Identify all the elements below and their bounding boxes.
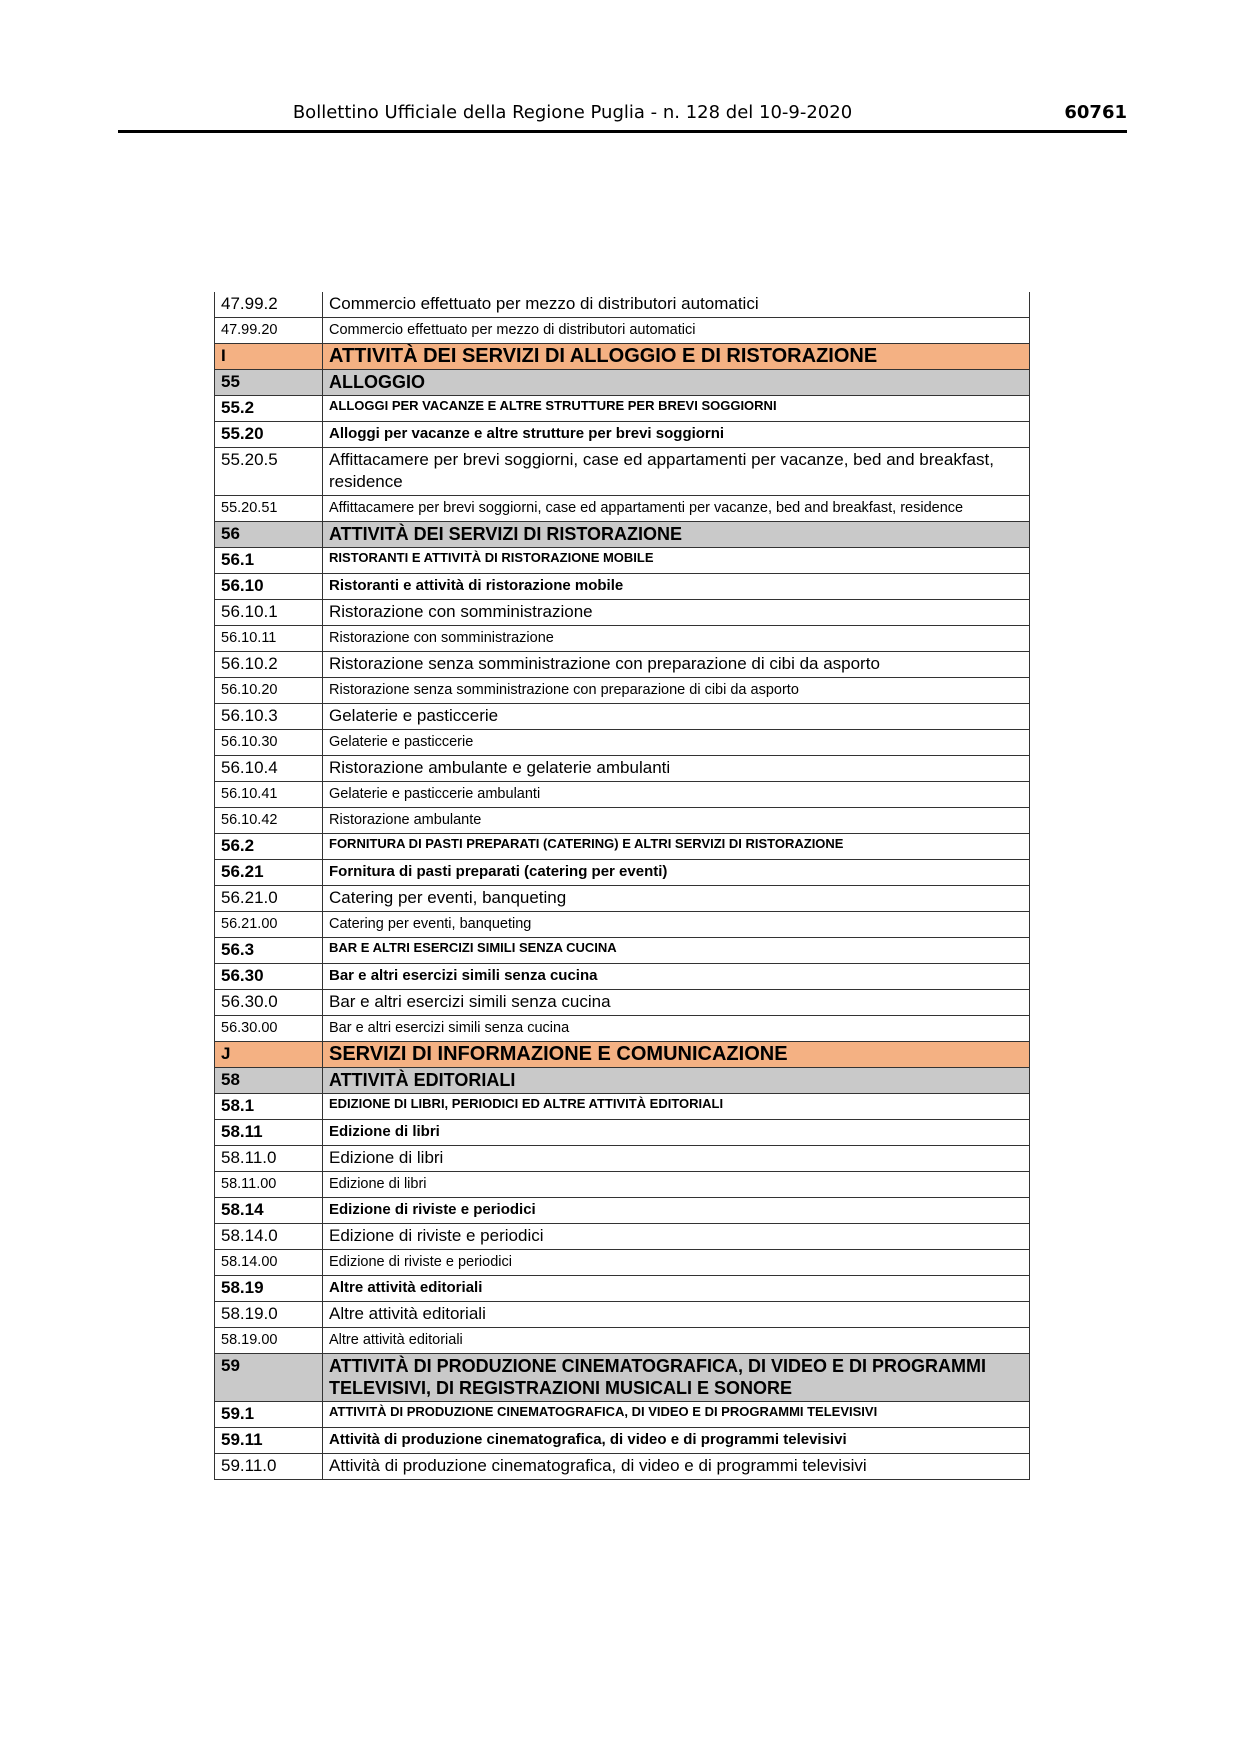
activity-code: 58.14 <box>215 1198 323 1224</box>
activity-description: Ristorazione ambulante <box>323 808 1030 834</box>
table-row <box>215 860 1030 886</box>
activity-description: Ristorazione con somministrazione <box>323 600 1030 626</box>
activity-code: 56.10.30 <box>215 730 323 756</box>
table-row <box>215 1042 1030 1068</box>
table-row <box>215 1250 1030 1276</box>
ateco-code-table <box>214 292 1030 1480</box>
activity-code: 56.30.00 <box>215 1016 323 1042</box>
activity-description: EDIZIONE DI LIBRI, PERIODICI ED ALTRE ATTIVITÀ EDITORIALI <box>323 1094 1030 1120</box>
table-row <box>215 344 1030 370</box>
table-row <box>215 886 1030 912</box>
table-row <box>215 626 1030 652</box>
activity-description: Edizione di libri <box>323 1146 1030 1172</box>
activity-description: Attività di produzione cinematografica, di video e di programmi televisivi <box>323 1428 1030 1454</box>
activity-code: 55.20 <box>215 422 323 448</box>
activity-code: J <box>215 1042 323 1068</box>
table-row <box>215 912 1030 938</box>
activity-code: 56.1 <box>215 548 323 574</box>
activity-description: Edizione di riviste e periodici <box>323 1250 1030 1276</box>
activity-description: Catering per eventi, banqueting <box>323 886 1030 912</box>
activity-description: Gelaterie e pasticcerie <box>323 704 1030 730</box>
table-row <box>215 652 1030 678</box>
table-row <box>215 292 1030 318</box>
activity-description: BAR E ALTRI ESERCIZI SIMILI SENZA CUCINA <box>323 938 1030 964</box>
table-row <box>215 1120 1030 1146</box>
table-row <box>215 422 1030 448</box>
activity-description: ALLOGGI PER VACANZE E ALTRE STRUTTURE PER BREVI SOGGIORNI <box>323 396 1030 422</box>
table-row <box>215 1276 1030 1302</box>
activity-description: Edizione di libri <box>323 1120 1030 1146</box>
table-row <box>215 1224 1030 1250</box>
table-row <box>215 678 1030 704</box>
table-row <box>215 522 1030 548</box>
table-row <box>215 448 1030 496</box>
activity-code: 58.11.00 <box>215 1172 323 1198</box>
activity-description: Gelaterie e pasticcerie <box>323 730 1030 756</box>
table-row <box>215 1454 1030 1480</box>
activity-code: 56.10.41 <box>215 782 323 808</box>
activity-description: Ristorazione senza somministrazione con preparazione di cibi da asporto <box>323 678 1030 704</box>
table-row <box>215 574 1030 600</box>
activity-description: ATTIVITÀ DEI SERVIZI DI RISTORAZIONE <box>323 522 1030 548</box>
activity-code: 55.20.51 <box>215 496 323 522</box>
activity-code: 55.2 <box>215 396 323 422</box>
activity-description: Edizione di riviste e periodici <box>323 1224 1030 1250</box>
activity-code: 58.19.00 <box>215 1328 323 1354</box>
activity-description: Commercio effettuato per mezzo di distributori automatici <box>323 292 1030 318</box>
table-row <box>215 1328 1030 1354</box>
activity-code: 55 <box>215 370 323 396</box>
activity-description: Edizione di riviste e periodici <box>323 1198 1030 1224</box>
activity-code: 56.10.1 <box>215 600 323 626</box>
activity-code: I <box>215 344 323 370</box>
table-row <box>215 990 1030 1016</box>
activity-description: SERVIZI DI INFORMAZIONE E COMUNICAZIONE <box>323 1042 1030 1068</box>
activity-code: 56.10 <box>215 574 323 600</box>
table-row <box>215 1016 1030 1042</box>
activity-description: Ristorazione con somministrazione <box>323 626 1030 652</box>
activity-description: Edizione di libri <box>323 1172 1030 1198</box>
page-number: 60761 <box>1064 102 1127 123</box>
activity-description: Bar e altri esercizi simili senza cucina <box>323 964 1030 990</box>
activity-description: Altre attività editoriali <box>323 1328 1030 1354</box>
activity-description: Altre attività editoriali <box>323 1276 1030 1302</box>
table-row <box>215 396 1030 422</box>
activity-code: 56.21.00 <box>215 912 323 938</box>
activity-code: 56.30 <box>215 964 323 990</box>
table-row <box>215 1428 1030 1454</box>
activity-description: ATTIVITÀ DI PRODUZIONE CINEMATOGRAFICA, DI VIDEO E DI PROGRAMMI TELEVISIVI, DI REGISTRAZIONI MUSICALI E SONORE <box>323 1354 1030 1402</box>
activity-code: 58.14.0 <box>215 1224 323 1250</box>
table-row <box>215 834 1030 860</box>
activity-description: Fornitura di pasti preparati (catering per eventi) <box>323 860 1030 886</box>
table-row <box>215 1402 1030 1428</box>
activity-code: 56.10.42 <box>215 808 323 834</box>
table-row <box>215 756 1030 782</box>
activity-description: Gelaterie e pasticcerie ambulanti <box>323 782 1030 808</box>
activity-code: 55.20.5 <box>215 448 323 496</box>
activity-code: 56.10.2 <box>215 652 323 678</box>
activity-description: Catering per eventi, banqueting <box>323 912 1030 938</box>
table-row <box>215 730 1030 756</box>
activity-code: 56.21 <box>215 860 323 886</box>
activity-code: 58 <box>215 1068 323 1094</box>
activity-description: Ristoranti e attività di ristorazione mobile <box>323 574 1030 600</box>
activity-description: ATTIVITÀ EDITORIALI <box>323 1068 1030 1094</box>
activity-code: 47.99.2 <box>215 292 323 318</box>
activity-description: Bar e altri esercizi simili senza cucina <box>323 1016 1030 1042</box>
activity-description: Bar e altri esercizi simili senza cucina <box>323 990 1030 1016</box>
page-header <box>118 100 1127 133</box>
activity-code: 56.30.0 <box>215 990 323 1016</box>
table-row <box>215 782 1030 808</box>
activity-description: Ristorazione senza somministrazione con preparazione di cibi da asporto <box>323 652 1030 678</box>
activity-code: 56.10.20 <box>215 678 323 704</box>
activity-code: 58.19 <box>215 1276 323 1302</box>
activity-description: ATTIVITÀ DEI SERVIZI DI ALLOGGIO E DI RISTORAZIONE <box>323 344 1030 370</box>
activity-code: 58.11.0 <box>215 1146 323 1172</box>
table-row <box>215 370 1030 396</box>
activity-code: 56.10.4 <box>215 756 323 782</box>
table-row <box>215 1354 1030 1402</box>
activity-code: 56.10.3 <box>215 704 323 730</box>
table-row <box>215 1172 1030 1198</box>
activity-code: 56.10.11 <box>215 626 323 652</box>
table-row <box>215 964 1030 990</box>
activity-code: 58.14.00 <box>215 1250 323 1276</box>
activity-code: 56.21.0 <box>215 886 323 912</box>
activity-code: 59 <box>215 1354 323 1402</box>
activity-code: 59.11.0 <box>215 1454 323 1480</box>
activity-description: Altre attività editoriali <box>323 1302 1030 1328</box>
table-row <box>215 704 1030 730</box>
activity-description: FORNITURA DI PASTI PREPARATI (CATERING) E ALTRI SERVIZI DI RISTORAZIONE <box>323 834 1030 860</box>
activity-description: ATTIVITÀ DI PRODUZIONE CINEMATOGRAFICA, DI VIDEO E DI PROGRAMMI TELEVISIVI <box>323 1402 1030 1428</box>
table-row <box>215 938 1030 964</box>
activity-code: 56 <box>215 522 323 548</box>
activity-code: 47.99.20 <box>215 318 323 344</box>
table-body <box>215 292 1030 1480</box>
activity-code: 58.11 <box>215 1120 323 1146</box>
table-row <box>215 808 1030 834</box>
table-row <box>215 496 1030 522</box>
table-row <box>215 318 1030 344</box>
table-row <box>215 548 1030 574</box>
activity-description: Attività di produzione cinematografica, di video e di programmi televisivi <box>323 1454 1030 1480</box>
activity-description: Affittacamere per brevi soggiorni, case ed appartamenti per vacanze, bed and breakfast, residence <box>323 496 1030 522</box>
table-row <box>215 1094 1030 1120</box>
activity-description: Affittacamere per brevi soggiorni, case ed appartamenti per vacanze, bed and breakfast, residence <box>323 448 1030 496</box>
activity-code: 58.19.0 <box>215 1302 323 1328</box>
activity-description: RISTORANTI E ATTIVITÀ DI RISTORAZIONE MOBILE <box>323 548 1030 574</box>
table-row <box>215 1068 1030 1094</box>
table-row <box>215 1146 1030 1172</box>
activity-description: ALLOGGIO <box>323 370 1030 396</box>
activity-code: 58.1 <box>215 1094 323 1120</box>
activity-code: 56.3 <box>215 938 323 964</box>
table-row <box>215 1198 1030 1224</box>
activity-description: Ristorazione ambulante e gelaterie ambulanti <box>323 756 1030 782</box>
activity-code: 59.11 <box>215 1428 323 1454</box>
activity-code: 56.2 <box>215 834 323 860</box>
activity-description: Alloggi per vacanze e altre strutture per brevi soggiorni <box>323 422 1030 448</box>
activity-description: Commercio effettuato per mezzo di distributori automatici <box>323 318 1030 344</box>
table-row <box>215 600 1030 626</box>
table-row <box>215 1302 1030 1328</box>
activity-code: 59.1 <box>215 1402 323 1428</box>
bulletin-title: Bollettino Ufficiale della Regione Puglia - n. 128 del 10-9-2020 <box>292 102 853 123</box>
